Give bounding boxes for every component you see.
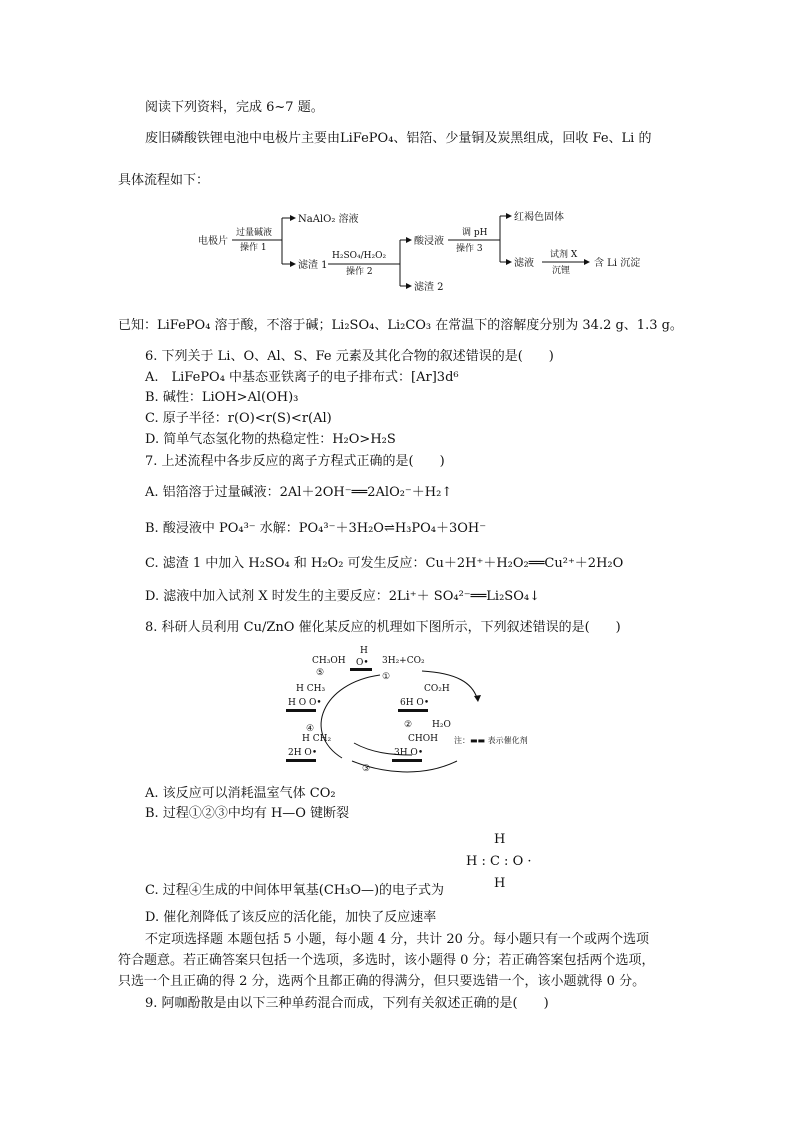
q7-stem: 7. 上述流程中各步反应的离子方程式正确的是( ) (145, 454, 445, 469)
section-instructions-2: 符合题意。若正确答案只包括一个选项，多选时，该小题得 0 分；若正确答案包括两个选项， (118, 953, 655, 968)
material-line-2: 具体流程如下： (118, 173, 210, 188)
flow-step2-bottom: 操作 2 (346, 267, 373, 277)
catalyst-bar (398, 709, 428, 712)
diagram-n1: ① (382, 672, 391, 682)
diagram-3ho: 3H O• (394, 748, 424, 758)
diagram-n5: ⑤ (316, 668, 325, 678)
diagram-n4: ④ (306, 724, 315, 734)
catalytic-cycle-diagram (282, 643, 582, 775)
q9-stem: 9. 阿咖酚散是由以下三种单药混合而成，下列有关叙述正确的是( ) (145, 996, 549, 1011)
catalyst-bar (286, 709, 316, 712)
flow-step1-bottom: 操作 1 (240, 243, 267, 253)
diagram-co2h: CO₂H (424, 684, 450, 694)
q7-option-b: B. 酸浸液中 PO₄³⁻ 水解：PO₄³⁻＋3H₂O⇌H₃PO₄＋3OH⁻ (145, 521, 487, 536)
flow-residue1: 滤渣 1 (298, 260, 328, 271)
q8-stem: 8. 科研人员利用 Cu/ZnO 催化某反应的机理如下图所示，下列叙述错误的是( ) (145, 620, 621, 635)
flow-step3-top: 调 pH (462, 228, 488, 238)
diagram-ch3: H CH₃ (296, 684, 326, 694)
flow-filtrate: 滤液 (514, 258, 534, 269)
q7-option-d: D. 滤液中加入试剂 X 时发生的主要反应：2Li⁺＋ SO₄²⁻══Li₂SO₄↓ (145, 589, 540, 604)
diagram-n2: ② (404, 720, 413, 730)
q7-option-a: A. 铝箔溶于过量碱液：2Al＋2OH⁻══2AlO₂⁻＋H₂↑ (145, 485, 453, 500)
lewis-top-h: H (494, 832, 506, 847)
process-flow-diagram (180, 204, 660, 296)
flow-li-precip: 含 Li 沉淀 (594, 258, 641, 269)
q7-option-c: C. 滤渣 1 中加入 H₂SO₄ 和 H₂O₂ 可发生反应：Cu＋2H⁺＋H₂O₂══Cu²⁺＋2H₂O (145, 556, 624, 571)
diagram-choh: CHOH (408, 734, 438, 744)
diagram-2ho: 2H O• (288, 748, 318, 758)
diagram-ch2: H CH₂ (302, 734, 332, 744)
lewis-middle: H : C : O · (466, 854, 532, 869)
flow-start: 电极片 (198, 236, 228, 247)
diagram-h2o: H₂O (432, 720, 451, 730)
q6-option-d: D. 简单气态氢化物的热稳定性：H₂O>H₂S (145, 432, 396, 447)
lewis-bottom-h: H (494, 876, 506, 891)
diagram-n3: ③ (362, 764, 371, 774)
known-conditions: 已知：LiFePO₄ 溶于酸，不溶于碱；Li₂SO₄、Li₂CO₃ 在常温下的溶解度分别为 34.2 g、1.3 g。 (118, 318, 683, 333)
flow-naalo2: NaAlO₂ 溶液 (298, 214, 359, 225)
material-line-1: 废旧磷酸铁锂电池中电极片主要由LiFePO₄、铝箔、少量铜及炭黑组成，回收 Fe、Li 的 (145, 131, 652, 146)
diagram-top-o: O• (356, 658, 369, 668)
diagram-note: 注：▬▬ 表示催化剂 (454, 736, 528, 745)
q8-option-d: D. 催化剂降低了该反应的活化能，加快了反应速率 (145, 910, 437, 925)
intro-text: 阅读下列资料，完成 6~7 题。 (145, 100, 324, 115)
flow-step4-bottom: 沉锂 (552, 266, 571, 276)
diagram-ch3oh: CH₃OH (312, 656, 346, 666)
q6-stem: 6. 下列关于 Li、O、Al、S、Fe 元素及其化合物的叙述错误的是( ) (145, 349, 554, 364)
catalyst-bar (286, 759, 316, 762)
diagram-6ho: 6H O• (400, 698, 430, 708)
section-instructions-1: 不定项选择题 本题包括 5 小题，每小题 4 分，共计 20 分。每小题只有一个或两个选项 (145, 932, 650, 947)
q8-option-c: C. 过程④生成的中间体甲氧基(CH₃O—)的电子式为 (145, 883, 445, 898)
q6-option-b: B. 碱性：LiOH>Al(OH)₃ (145, 390, 299, 405)
section-instructions-3: 只选一个且正确的得 2 分，选两个且都正确的得满分，但只要选错一个，该小题就得 0 分。 (118, 974, 646, 989)
q8-option-b: B. 过程①②③中均有 H—O 键断裂 (145, 806, 350, 821)
catalyst-bar (392, 759, 422, 762)
diagram-left-chain: H O O• (288, 698, 322, 708)
q6-option-a: A. LiFePO₄ 中基态亚铁离子的电子排布式：[Ar]3d⁶ (145, 370, 459, 385)
catalyst-bar (350, 668, 372, 671)
flow-step3-bottom: 操作 3 (456, 244, 483, 254)
diagram-top-h: H (360, 646, 368, 656)
flow-red-brown: 红褐色固体 (514, 212, 564, 223)
q6-option-c: C. 原子半径：r(O)<r(S)<r(Al) (145, 411, 332, 426)
flow-acid-leach: 酸浸液 (414, 236, 444, 247)
q8-option-a: A. 该反应可以消耗温室气体 CO₂ (145, 786, 336, 801)
diagram-reactants: 3H₂+CO₂ (382, 656, 425, 666)
flow-step2-top: H₂SO₄/H₂O₂ (332, 251, 387, 261)
flow-residue2: 滤渣 2 (414, 282, 444, 293)
flow-step4-top: 试剂 X (550, 250, 578, 260)
flow-step1-top: 过量碱液 (236, 228, 273, 238)
